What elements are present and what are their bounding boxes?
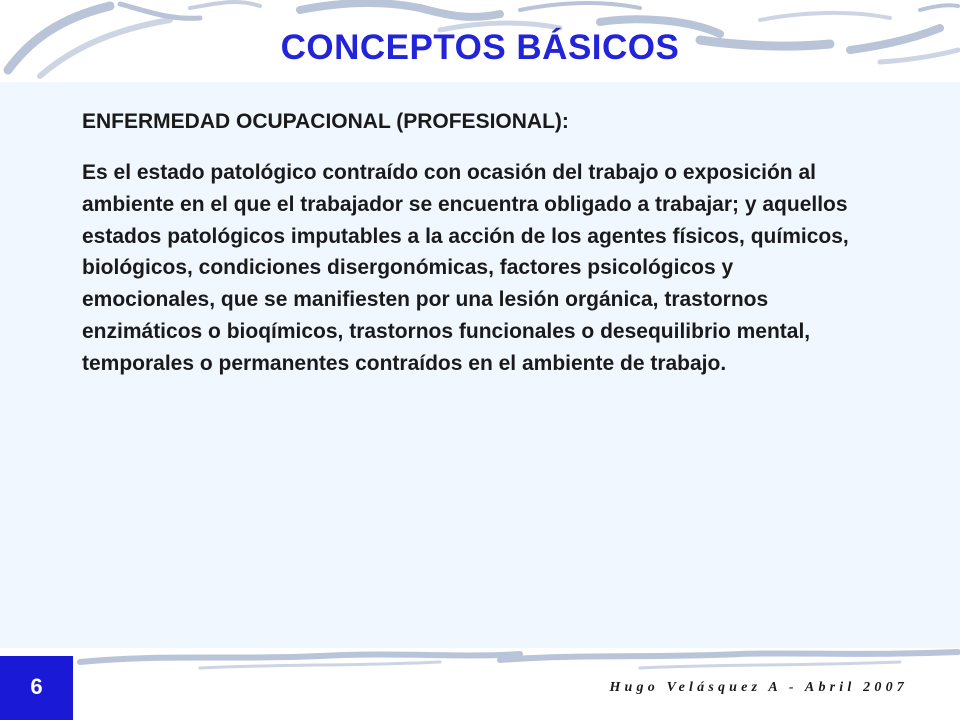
footer-author-date: Hugo Velásquez A - Abril 2007: [609, 680, 908, 695]
definition-text: Es el estado patológico contraído con ocasión del trabajo o exposición al ambiente en el que el trabajador se encuentra obligado a trabajar; y aquellos estados patológicos imputables a la acción de los agentes físicos, químicos, biológicos, condiciones disergonómicas, factores psicológicos y emocionales, que se manifiesten por una lesión orgánica, trastornos enzimáticos o bioqímicos, trastornos funcionales o desequilibrio mental, temporales o permanentes contraídos en el ambiente de trabajo.: [82, 161, 849, 375]
slide-number: 6: [30, 674, 43, 699]
slide-title: CONCEPTOS BÁSICOS: [280, 28, 680, 67]
definition-heading: ENFERMEDAD OCUPACIONAL (PROFESIONAL):: [82, 110, 569, 133]
